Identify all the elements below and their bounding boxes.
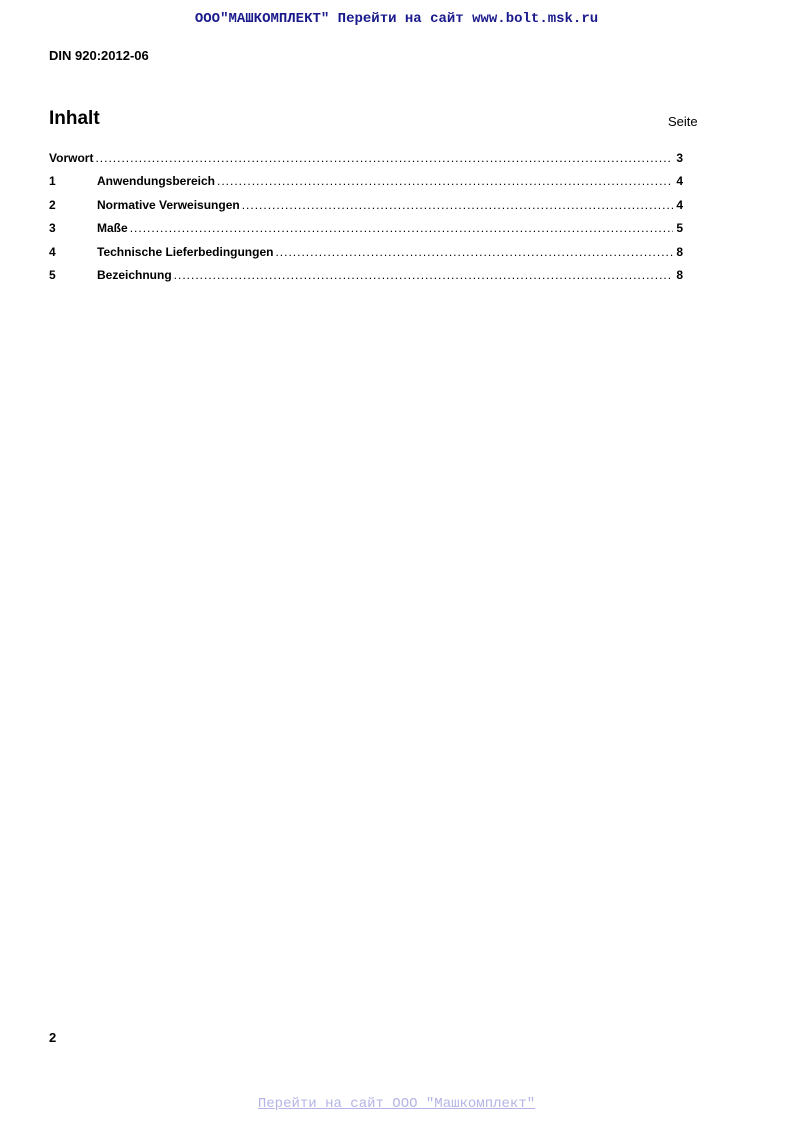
toc-page-column-header: Seite xyxy=(668,114,698,129)
document-id: DIN 920:2012-06 xyxy=(49,48,149,63)
toc-leader-dots xyxy=(242,198,673,212)
toc-entry-number: 1 xyxy=(49,174,56,189)
toc-title: Inhalt xyxy=(49,108,100,129)
toc-entry-label: Vorwort xyxy=(49,151,94,165)
top-banner-link[interactable]: ООО"МАШКОМПЛЕКТ" Перейти на сайт www.bolt.msk.ru xyxy=(194,11,599,27)
toc-entry-page: 4 xyxy=(676,174,683,189)
toc-entry-anwendungsbereich[interactable] xyxy=(49,174,683,197)
table-of-contents xyxy=(49,151,683,291)
toc-entry-number: 5 xyxy=(49,267,56,282)
toc-entry-normative-verweisungen[interactable] xyxy=(49,198,683,221)
toc-entry-page: 8 xyxy=(676,267,683,282)
toc-entry-label: Maße xyxy=(97,221,128,236)
toc-leader-dots xyxy=(275,245,673,259)
toc-entry-page: 8 xyxy=(676,244,683,259)
toc-entry-label: Normative Verweisungen xyxy=(97,197,240,212)
toc-entry-number: 2 xyxy=(49,197,56,212)
toc-entry-number: 3 xyxy=(49,221,56,236)
toc-entry-number: 4 xyxy=(49,244,56,259)
toc-entry-page: 3 xyxy=(676,151,683,165)
toc-leader-dots xyxy=(95,151,673,165)
toc-entry-technische-lieferbedingungen[interactable] xyxy=(49,245,683,268)
toc-entry-masse[interactable] xyxy=(49,221,683,244)
toc-entry-vorwort[interactable] xyxy=(49,151,683,174)
page-number: 2 xyxy=(49,1030,57,1045)
toc-leader-dots xyxy=(217,174,673,188)
toc-entry-page: 4 xyxy=(676,197,683,212)
toc-leader-dots xyxy=(174,268,673,282)
toc-leader-dots xyxy=(130,221,673,235)
toc-entry-page: 5 xyxy=(676,221,683,236)
footer-website-link[interactable]: Перейти на сайт ООО "Машкомплект" xyxy=(257,1096,536,1112)
toc-entry-bezeichnung[interactable] xyxy=(49,268,683,291)
toc-entry-label: Technische Lieferbedingungen xyxy=(97,244,274,259)
toc-entry-label: Bezeichnung xyxy=(97,267,172,282)
toc-entry-label: Anwendungsbereich xyxy=(97,174,216,189)
